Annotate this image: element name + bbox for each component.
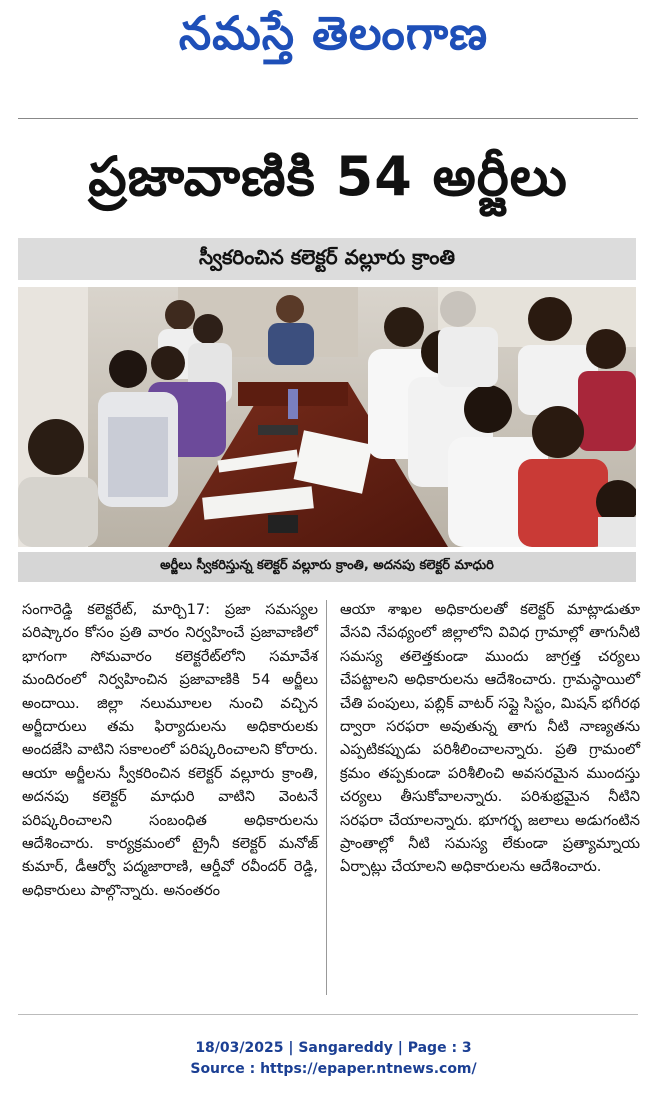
article-subheadline-box xyxy=(18,238,636,280)
article-photo xyxy=(18,287,636,547)
article-body-right-column: ఆయా శాఖల అధికారులతో కలెక్టర్ మాట్లాడుతూ వేసవి నేపథ్యంలో జిల్లాలోని వివిధ గ్రామాల్లో తాగునీటి సమస్య తలెత్తకుండా ముందు జాగ్రత్త చర్యలు చేపట్టాలని అధికారులను ఆదేశించారు. గ్రామస్థాయిలో చేతి పంపులు, పబ్లిక్ వాటర్ సప్లై సిస్టం, మిషన్ భగీరథ ద్వారా సరఫరా అవుతున్న తాగు నీటి నాణ్యతను ఎప్పటికప్పుడు పరిశీలించాలన్నారు. ప్రతి గ్రామంలో క్రమం తప్పకుండా పరిశీలించి అవసరమైన ముందస్తు చర్యలు తీసుకోవాలన్నారు. పరిశుభ్రమైన నీటిని సరఫరా చేయాలన్నారు. భూగర్భ జలాలు అడుగంటిన ప్రాంతాల్లో నీటి సమస్య లేకుండా ప్రత్యామ్నాయ ఏర్పాట్లు చేయాలని అధికారులను ఆదేశించారు. xyxy=(340,601,640,876)
footer-source-link[interactable]: Source : https://epaper.ntnews.com/ xyxy=(190,1061,477,1077)
meeting-photo-illustration xyxy=(18,287,636,547)
article-headline: ప్రజావాణికి 54 అర్జీలు xyxy=(88,144,568,208)
newspaper-masthead xyxy=(0,0,667,78)
bottom-divider xyxy=(18,1014,638,1015)
article-body-left-column: సంగారెడ్డి కలెక్టరేట్, మార్చి17: ప్రజా సమస్యల పరిష్కారం కోసం ప్రతి వారం నిర్వహించే ప్రజావాణిలో భాగంగా సోమవారం కలెక్టరేట్‌లోని సమావేశ మందిరంలో నిర్వహించిన ప్రజావాణికి 54 అర్జీలు అందాయి. జిల్లా నలుమూలల నుంచి వచ్చిన అర్జీదారులు తమ ఫిర్యాదులను అధికారులకు అందజేసి వాటిని సకాలంలో పరిష్కరించాలని కోరారు. ఆయా అర్జీలను స్వీకరించిన కలెక్టర్ వల్లూరు క్రాంతి, అదనపు కలెక్టర్ మాధురి వాటిని వెంటనే పరిష్కరించాలని సంబంధిత అధికారులను ఆదేశించారు. కార్యక్రమంలో ట్రైనీ కలెక్టర్ మనోజ్ కుమార్, డీఆర్వో పద్మజారాణి, ఆర్డీవో రవీందర్ రెడ్డి, అధికారులు పాల్గొన్నారు. అనంతరం xyxy=(22,601,318,899)
photo-caption-box xyxy=(18,552,636,582)
top-divider xyxy=(18,118,638,119)
footer-date-page: 18/03/2025 | Sangareddy | Page : 3 xyxy=(195,1040,472,1056)
article-headline-box xyxy=(18,138,638,228)
article-subheadline: స్వీకరించిన కలెక్టర్ వల్లూరు క్రాంతి xyxy=(198,244,456,269)
masthead-title: నమస్తే తెలంగాణ xyxy=(178,6,489,60)
column-divider xyxy=(326,600,327,995)
photo-caption: అర్జీలు స్వీకరిస్తున్న కలెక్టర్ వల్లూరు క్రాంతి, అదనపు కలెక్టర్ మాధురి xyxy=(160,558,494,573)
page-footer xyxy=(0,1038,667,1080)
